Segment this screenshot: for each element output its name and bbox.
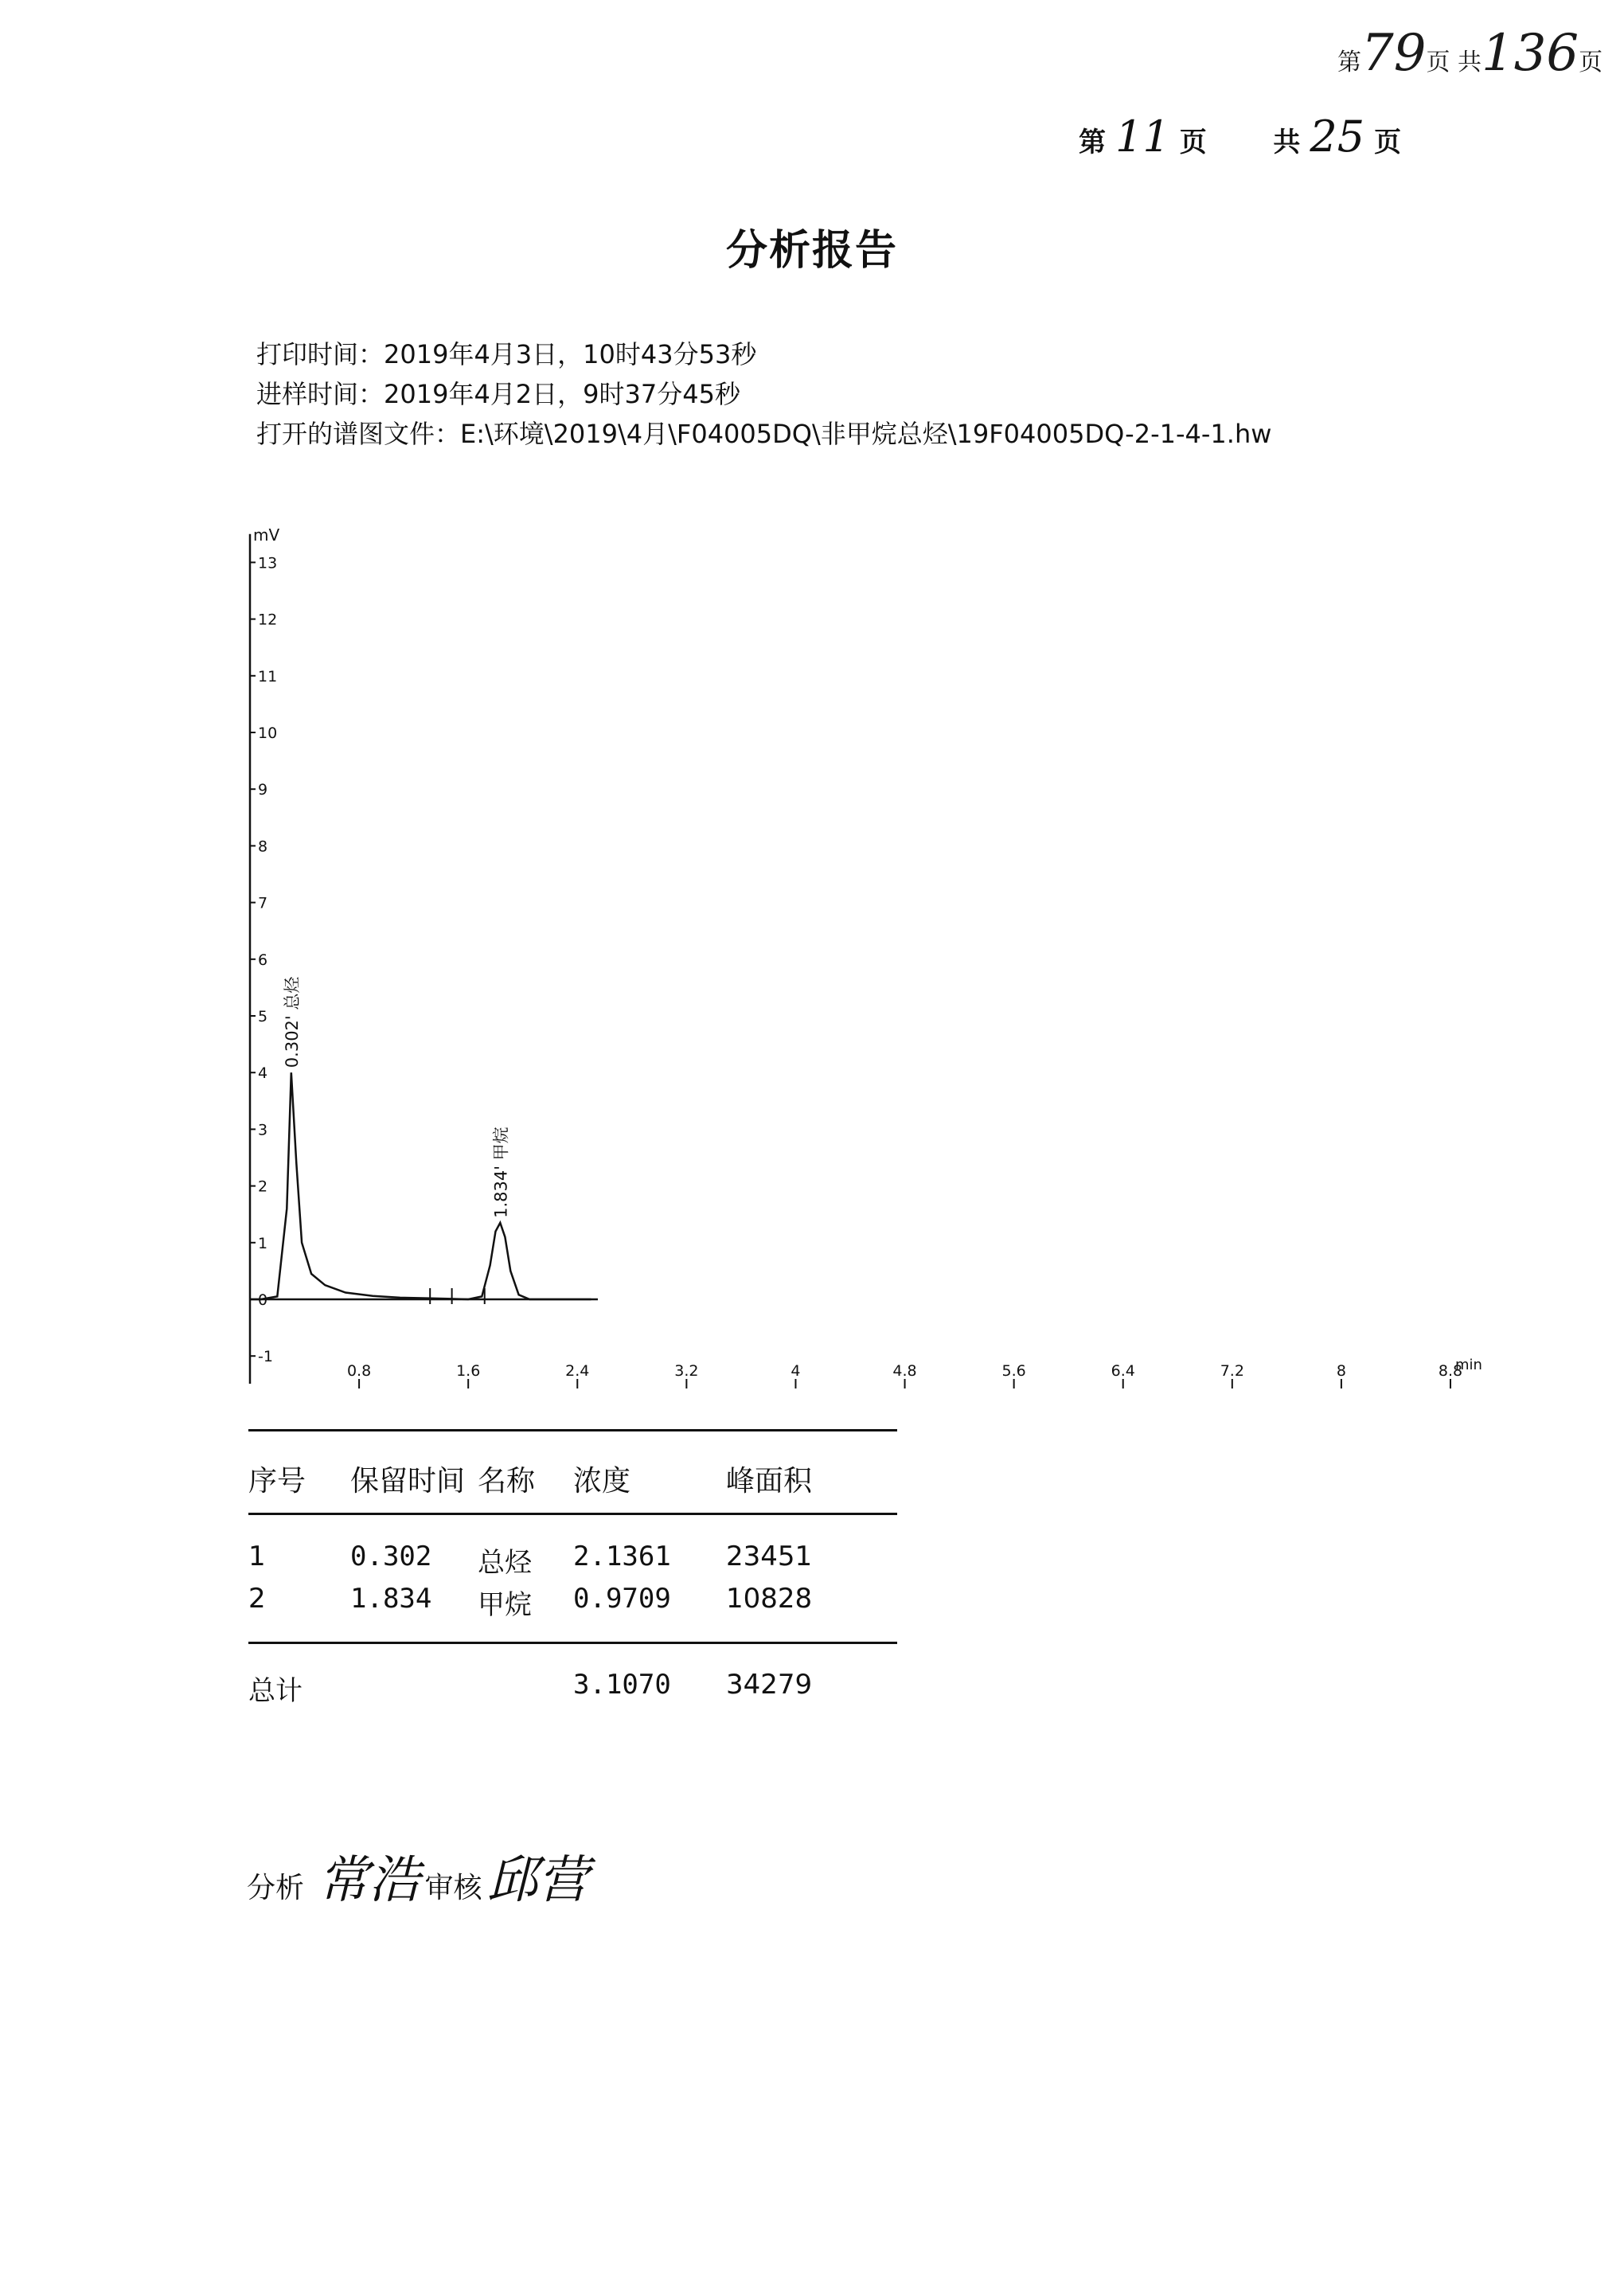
x-tick-label: 5.6: [1001, 1362, 1026, 1380]
header-peak-area: 峰面积: [726, 1465, 813, 1498]
x-tick-label: 8.8: [1438, 1362, 1463, 1380]
row1-retention-time: 0.302: [350, 1541, 432, 1572]
row2-retention-time: 1.834: [350, 1583, 432, 1615]
x-unit-label: min: [1455, 1357, 1482, 1373]
y-tick-label: 1: [258, 1234, 268, 1252]
table-header-rule: [248, 1513, 897, 1515]
chromatogram-trace: [250, 1072, 591, 1299]
spectrum-file-path: 打开的谱图文件：E:\环境\2019\4月\F04005DQ\非甲烷总烃\19F04005DQ-2-1-4-1.hw: [256, 419, 1272, 449]
hw-page-mid: 页 共: [1426, 49, 1482, 76]
total-no: 25: [1310, 111, 1365, 162]
analyst-signature: 常浩: [318, 1851, 420, 1910]
table-bottom-rule: [248, 1642, 897, 1644]
total-suffix: 页: [1374, 127, 1402, 158]
x-tick-label: 8: [1336, 1362, 1346, 1380]
page-number-line: [1079, 111, 1401, 162]
hw-page-prefix: 第: [1337, 49, 1361, 76]
signature-line: [247, 1839, 593, 1912]
x-tick-label: 2.4: [565, 1362, 590, 1380]
row1-name: 总烃: [478, 1547, 532, 1579]
x-tick-label: 4.8: [892, 1362, 917, 1380]
header-name: 名称: [478, 1465, 536, 1498]
y-tick-label: 8: [258, 838, 268, 856]
row1-concentration: 2.1361: [573, 1541, 671, 1572]
page-no: 11: [1115, 111, 1170, 162]
y-tick-label: 3: [258, 1121, 268, 1139]
page-prefix: 第: [1079, 127, 1106, 158]
reviewer-label: 审核: [424, 1872, 482, 1904]
x-tick-label: 3.2: [674, 1362, 699, 1380]
total-concentration: 3.1070: [573, 1669, 671, 1701]
y-tick-label: 12: [258, 611, 278, 629]
inject-time: 进样时间：2019年4月2日，9时37分45秒: [256, 379, 740, 409]
row1-seq: 1: [248, 1541, 266, 1572]
page-mid: 页: [1179, 127, 1207, 158]
y-tick-label: 0: [258, 1291, 268, 1309]
y-tick-label: -1: [258, 1348, 273, 1366]
x-tick-label: 0.8: [346, 1362, 372, 1380]
y-tick-label: 7: [258, 894, 268, 912]
row2-concentration: 0.9709: [573, 1583, 671, 1615]
handwritten-page-number: [1337, 24, 1603, 83]
print-time: 打印时间：2019年4月3日，10时43分53秒: [256, 339, 757, 369]
y-tick-label: 4: [258, 1064, 268, 1083]
total-prefix: 共: [1273, 127, 1301, 158]
chromatogram-chart: [239, 494, 1482, 1417]
y-unit-label: mV: [253, 525, 280, 545]
header-seq: 序号: [248, 1465, 306, 1498]
y-tick-label: 13: [258, 554, 278, 572]
total-peak-area: 34279: [726, 1669, 813, 1701]
x-tick-label: 6.4: [1111, 1362, 1135, 1380]
y-tick-label: 6: [258, 951, 268, 969]
x-tick-label: 4: [791, 1362, 801, 1380]
y-tick-label: 5: [258, 1008, 268, 1025]
row2-peak-area: 10828: [726, 1583, 813, 1615]
y-tick-label: 10: [258, 724, 278, 742]
total-label: 总计: [248, 1675, 303, 1707]
x-tick-label: 1.6: [456, 1362, 481, 1380]
row1-peak-area: 23451: [726, 1541, 813, 1572]
hw-total-no: 136: [1481, 24, 1579, 83]
reviewer-signature: 邱营: [486, 1851, 589, 1910]
x-tick-label: 7.2: [1220, 1362, 1244, 1380]
analyst-label: 分析: [247, 1872, 305, 1904]
row2-name: 甲烷: [478, 1589, 532, 1621]
peak-label-1: 0.302' 总烃: [282, 976, 302, 1068]
y-tick-label: 2: [258, 1178, 268, 1196]
hw-page-no: 79: [1361, 24, 1427, 83]
hw-total-suffix: 页: [1579, 49, 1603, 76]
header-retention-time: 保留时间: [350, 1465, 466, 1498]
y-tick-label: 9: [258, 781, 268, 799]
y-tick-label: 11: [258, 667, 278, 685]
header-concentration: 浓度: [573, 1465, 631, 1498]
report-title: 分析报告: [725, 227, 898, 275]
table-top-rule: [248, 1429, 897, 1431]
row2-seq: 2: [248, 1583, 266, 1615]
peak-label-2: 1.834' 甲烷: [491, 1127, 511, 1218]
